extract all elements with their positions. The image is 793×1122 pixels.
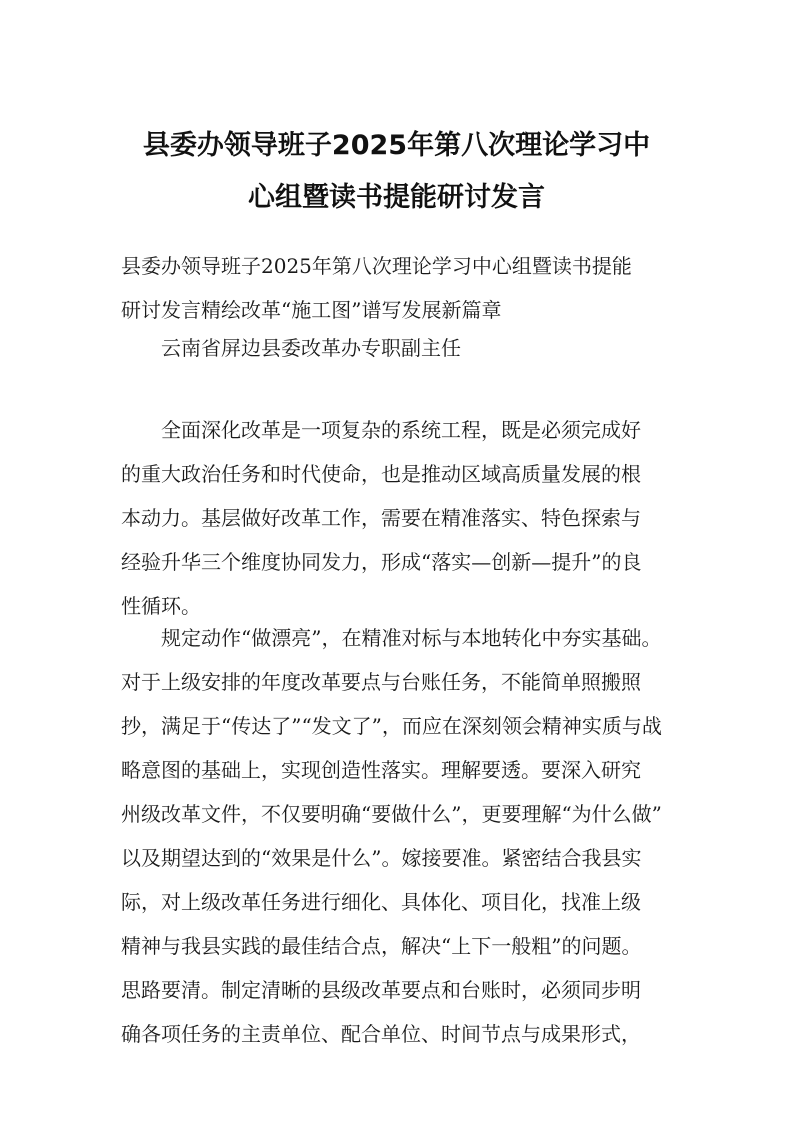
paragraph-line: 全面深化改革是一项复杂的系统工程，既是必须完成好 xyxy=(121,418,641,442)
subtitle-line-2: 研讨发言精绘改革“施工图”谱写发展新篇章 xyxy=(121,298,502,322)
title-line-1: 县委办领导班子2025年第八次理论学习中 xyxy=(142,130,651,161)
paragraph-line: 略意图的基础上，实现创造性落实。理解要透。要深入研究 xyxy=(121,758,641,782)
paragraph-2 xyxy=(121,616,681,1056)
paragraph-line: 思路要清。制定清晰的县级改革要点和台账时，必须同步明 xyxy=(121,978,641,1002)
paragraph-line: 规定动作“做漂亮”，在精准对标与本地转化中夯实基础。 xyxy=(121,626,662,650)
paragraph-line: 对于上级安排的年度改革要点与台账任务，不能简单照搬照 xyxy=(121,670,641,694)
paragraph-1 xyxy=(121,408,681,628)
paragraph-line: 州级改革文件，不仅要明确“要做什么”，更要理解“为什么做” xyxy=(121,802,662,826)
speech-subtitle xyxy=(121,244,681,332)
paragraph-line: 以及期望达到的“效果是什么”。嫁接要准。紧密结合我县实 xyxy=(121,846,642,870)
paragraph-line: 精神与我县实践的最佳结合点，解决“上下一般粗”的问题。 xyxy=(121,934,642,958)
title-line-2: 心组暨读书提能研讨发言 xyxy=(248,182,545,213)
document-title xyxy=(100,120,693,224)
paragraph-line: 本动力。基层做好改革工作，需要在精准落实、特色探索与 xyxy=(121,506,641,530)
paragraph-line: 际，对上级改革任务进行细化、具体化、项目化，找准上级 xyxy=(121,890,641,914)
paragraph-line: 抄，满足于“传达了”“发文了”，而应在深刻领会精神实质与战 xyxy=(121,714,662,738)
subtitle-line-1: 县委办领导班子2025年第八次理论学习中心组暨读书提能 xyxy=(121,254,632,278)
paragraph-line: 确各项任务的主责单位、配合单位、时间节点与成果形式， xyxy=(121,1022,641,1046)
paragraph-line: 性循环。 xyxy=(121,594,201,618)
author-text: 云南省屏边县委改革办专职副主任 xyxy=(121,336,461,360)
author-line xyxy=(121,326,681,370)
paragraph-line: 的重大政治任务和时代使命，也是推动区域高质量发展的根 xyxy=(121,462,641,486)
paragraph-line: 经验升华三个维度协同发力，形成“落实—创新—提升”的良 xyxy=(121,550,642,574)
